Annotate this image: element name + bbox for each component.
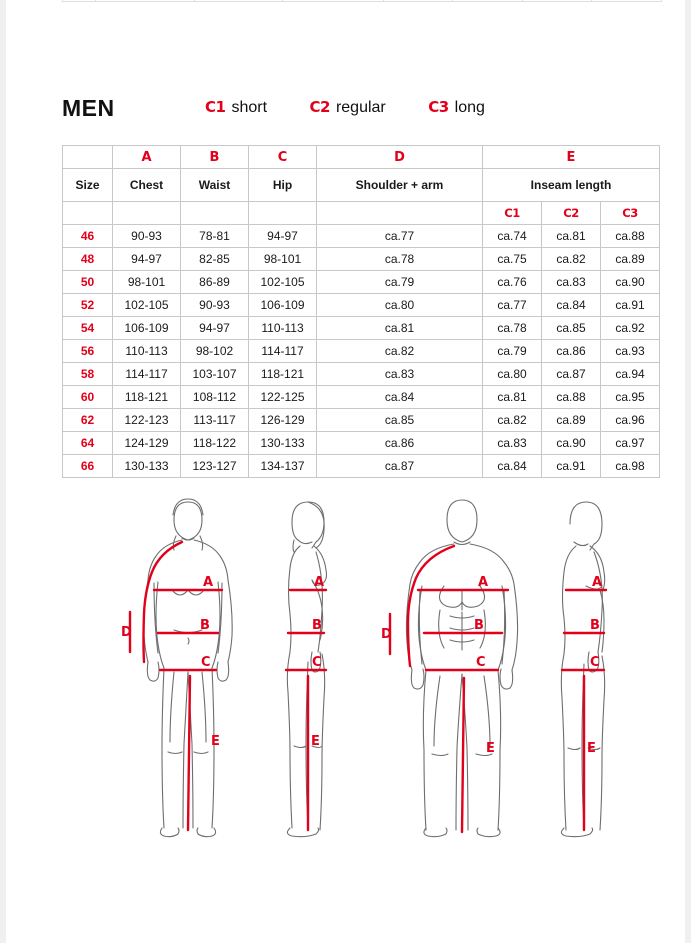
table-row [63, 409, 660, 432]
cell-size: 56 [63, 340, 113, 363]
label-b: B [590, 618, 600, 633]
cutoff-cell-shoulder [383, 0, 453, 2]
label-a: A [203, 575, 214, 590]
cell-c2: ca.83 [542, 271, 601, 294]
cell-hip: 114-117 [249, 340, 317, 363]
header-blank [63, 146, 113, 169]
cell-c3: ca.97 [601, 432, 660, 455]
cell-shoulder: ca.83 [317, 363, 483, 386]
cell-c1: ca.82 [483, 409, 542, 432]
figures-svg [46, 490, 666, 890]
subheader-blank-b [181, 202, 249, 225]
cell-hip: 130-133 [249, 432, 317, 455]
page-title: MEN [62, 95, 115, 121]
cell-shoulder: ca.77 [317, 225, 483, 248]
legend-item-short [205, 98, 267, 117]
measurement-figures [46, 490, 666, 890]
label-d: D [381, 627, 392, 642]
cell-hip: 118-121 [249, 363, 317, 386]
label-e: E [587, 741, 596, 756]
cell-chest: 106-109 [113, 317, 181, 340]
label-a: A [314, 575, 325, 590]
header-letter-c: C [249, 146, 317, 169]
header-waist: Waist [181, 169, 249, 202]
header-shoulder-arm: Shoulder + arm [317, 169, 483, 202]
cell-waist: 82-85 [181, 248, 249, 271]
cell-waist: 98-102 [181, 340, 249, 363]
subheader-blank-size [63, 202, 113, 225]
cell-c1: ca.79 [483, 340, 542, 363]
legend-code-c2: C2 [309, 98, 330, 116]
cell-hip: 110-113 [249, 317, 317, 340]
cell-waist: 113-117 [181, 409, 249, 432]
label-e: E [311, 734, 320, 749]
cell-waist: 78-81 [181, 225, 249, 248]
cell-hip: 126-129 [249, 409, 317, 432]
subheader-c1: C1 [483, 202, 542, 225]
cell-size: 60 [63, 386, 113, 409]
label-b: B [312, 618, 322, 633]
cell-c3: ca.95 [601, 386, 660, 409]
table-header-letters [63, 146, 660, 169]
cell-c2: ca.81 [542, 225, 601, 248]
subheader-blank-c [249, 202, 317, 225]
header-letter-b: B [181, 146, 249, 169]
cell-hip: 102-105 [249, 271, 317, 294]
cell-c3: ca.98 [601, 455, 660, 478]
cell-shoulder: ca.82 [317, 340, 483, 363]
table-row [63, 386, 660, 409]
label-b: B [200, 618, 210, 633]
cell-waist: 94-97 [181, 317, 249, 340]
label-c: C [476, 655, 486, 670]
cell-c3: ca.93 [601, 340, 660, 363]
cell-c1: ca.74 [483, 225, 542, 248]
cell-waist: 108-112 [181, 386, 249, 409]
cell-hip: 94-97 [249, 225, 317, 248]
cell-c2: ca.82 [542, 248, 601, 271]
cell-hip: 106-109 [249, 294, 317, 317]
header-letter-a: A [113, 146, 181, 169]
subheader-c3: C3 [601, 202, 660, 225]
table-row [63, 0, 662, 2]
cell-c1: ca.83 [483, 432, 542, 455]
cell-chest: 118-121 [113, 386, 181, 409]
cell-hip: 122-125 [249, 386, 317, 409]
cell-c3: ca.90 [601, 271, 660, 294]
cell-chest: 98-101 [113, 271, 181, 294]
cutoff-cell-c1 [453, 0, 523, 2]
cell-c2: ca.86 [542, 340, 601, 363]
label-e: E [211, 734, 220, 749]
cell-waist: 86-89 [181, 271, 249, 294]
table-row [63, 248, 660, 271]
label-b: B [474, 618, 484, 633]
cell-size: 50 [63, 271, 113, 294]
table-header-names [63, 169, 660, 202]
cell-c3: ca.88 [601, 225, 660, 248]
header-size: Size [63, 169, 113, 202]
cell-hip: 134-137 [249, 455, 317, 478]
cell-chest: 102-105 [113, 294, 181, 317]
cutoff-cell-hip [282, 0, 383, 2]
label-e: E [486, 741, 495, 756]
cutoff-cell-chest [95, 0, 194, 2]
cell-c3: ca.96 [601, 409, 660, 432]
cell-chest: 94-97 [113, 248, 181, 271]
legend-item-regular [309, 98, 385, 117]
table-row [63, 340, 660, 363]
table-row [63, 294, 660, 317]
subheader-blank-d [317, 202, 483, 225]
size-table [62, 145, 660, 478]
cell-c1: ca.81 [483, 386, 542, 409]
cell-c1: ca.84 [483, 455, 542, 478]
cell-waist: 90-93 [181, 294, 249, 317]
cell-shoulder: ca.78 [317, 248, 483, 271]
label-a: A [592, 575, 603, 590]
cell-c2: ca.90 [542, 432, 601, 455]
cell-c1: ca.76 [483, 271, 542, 294]
label-d: D [121, 625, 132, 640]
table-row [63, 225, 660, 248]
cell-size: 62 [63, 409, 113, 432]
cell-chest: 110-113 [113, 340, 181, 363]
cell-c2: ca.85 [542, 317, 601, 340]
size-chart-page [6, 0, 685, 943]
cutoff-cell-size [63, 0, 96, 2]
cell-waist: 118-122 [181, 432, 249, 455]
cell-size: 48 [63, 248, 113, 271]
cell-c1: ca.77 [483, 294, 542, 317]
legend-code-c1: C1 [205, 98, 226, 116]
cell-chest: 130-133 [113, 455, 181, 478]
section-heading [62, 95, 662, 125]
header-inseam-length: Inseam length [483, 169, 660, 202]
previous-table-cutoff [62, 0, 662, 6]
header-letter-e: E [483, 146, 660, 169]
cell-c3: ca.91 [601, 294, 660, 317]
table-row [63, 455, 660, 478]
table-row [63, 363, 660, 386]
cell-shoulder: ca.87 [317, 455, 483, 478]
header-chest: Chest [113, 169, 181, 202]
subheader-c2: C2 [542, 202, 601, 225]
cell-shoulder: ca.84 [317, 386, 483, 409]
label-c: C [312, 655, 322, 670]
cell-c2: ca.89 [542, 409, 601, 432]
cell-shoulder: ca.79 [317, 271, 483, 294]
cell-shoulder: ca.80 [317, 294, 483, 317]
cell-c1: ca.78 [483, 317, 542, 340]
cell-size: 64 [63, 432, 113, 455]
legend-label-c3: long [454, 99, 485, 116]
legend-code-c3: C3 [428, 98, 449, 116]
cell-size: 46 [63, 225, 113, 248]
header-letter-d: D [317, 146, 483, 169]
cell-size: 58 [63, 363, 113, 386]
cell-chest: 114-117 [113, 363, 181, 386]
legend-label-c1: short [231, 99, 268, 116]
cell-size: 66 [63, 455, 113, 478]
cell-chest: 124-129 [113, 432, 181, 455]
header-hip: Hip [249, 169, 317, 202]
legend-label-c2: regular [335, 99, 386, 116]
cell-size: 54 [63, 317, 113, 340]
cell-c1: ca.75 [483, 248, 542, 271]
table-row [63, 432, 660, 455]
man-side-labels [587, 575, 602, 756]
subheader-blank-a [113, 202, 181, 225]
man-front-labels [381, 575, 495, 756]
cell-shoulder: ca.85 [317, 409, 483, 432]
cell-c2: ca.87 [542, 363, 601, 386]
table-row [63, 271, 660, 294]
cell-shoulder: ca.86 [317, 432, 483, 455]
cell-c2: ca.84 [542, 294, 601, 317]
cell-c3: ca.92 [601, 317, 660, 340]
cell-chest: 90-93 [113, 225, 181, 248]
man-front-measure-lines [390, 546, 508, 832]
cell-waist: 103-107 [181, 363, 249, 386]
label-c: C [590, 655, 600, 670]
legend-item-long [428, 98, 485, 117]
cutoff-cell-c2 [522, 0, 592, 2]
cell-hip: 98-101 [249, 248, 317, 271]
cutoff-cell-waist [194, 0, 282, 2]
label-c: C [201, 655, 211, 670]
cell-shoulder: ca.81 [317, 317, 483, 340]
cell-chest: 122-123 [113, 409, 181, 432]
fit-legend [205, 98, 523, 117]
cutoff-cell-c3 [592, 0, 662, 2]
cell-c2: ca.91 [542, 455, 601, 478]
cell-c2: ca.88 [542, 386, 601, 409]
cell-waist: 123-127 [181, 455, 249, 478]
cell-c3: ca.89 [601, 248, 660, 271]
table-subheader-row [63, 202, 660, 225]
label-a: A [478, 575, 489, 590]
cell-size: 52 [63, 294, 113, 317]
cell-c3: ca.94 [601, 363, 660, 386]
cell-c1: ca.80 [483, 363, 542, 386]
table-row [63, 317, 660, 340]
